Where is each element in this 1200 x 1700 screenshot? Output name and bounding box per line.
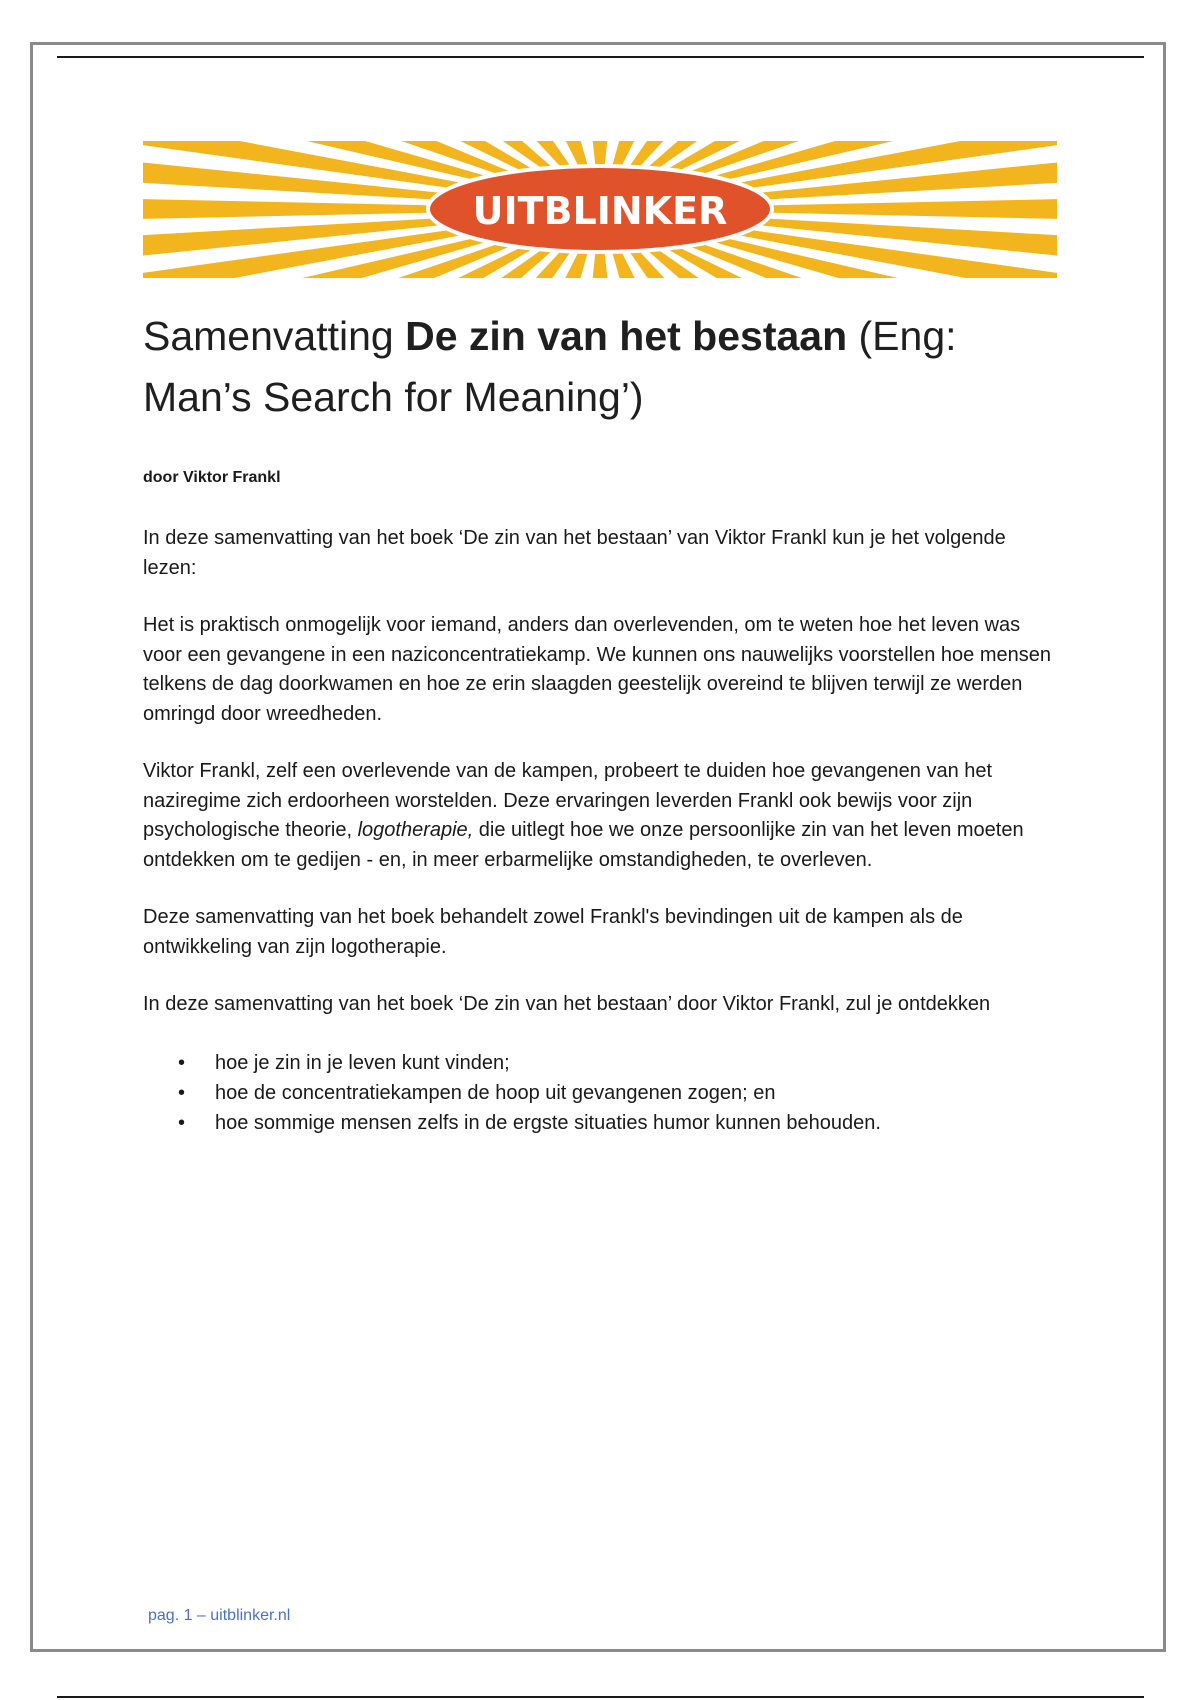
intro-paragraph: In deze samenvatting van het boek ‘De zin van het bestaan’ van Viktor Frankl kun je het volgende lezen: <box>143 527 1006 579</box>
paragraph-logotherapy-end: die uitlegt hoe we onze persoonlijke zin van het leven moeten ontdekken om te gedijen - en, in meer erbarmelijke omstandigheden, te overleven. <box>143 819 1024 871</box>
takeaways-list <box>143 1048 1063 1138</box>
list-item: • hoe je zin in je leven kunt vinden; <box>215 1048 1063 1078</box>
uitblinker-logo-banner <box>143 141 1057 278</box>
paragraph-scope: Deze samenvatting van het boek behandelt zowel Frankl's bevindingen uit de kampen als de ontwikkeling van zijn logotherapie. <box>143 906 963 958</box>
top-rule <box>57 56 1144 58</box>
list-item: • hoe de concentratiekampen de hoop uit gevangenen zogen; en <box>215 1078 1063 1108</box>
paragraph-discover: In deze samenvatting van het boek ‘De zin van het bestaan’ door Viktor Frankl, zul je ontdekken <box>143 993 991 1015</box>
title-book-name: De zin van het bestaan <box>405 313 848 359</box>
paragraph-logotherapy-start: Viktor Frankl, zelf een overlevende van de kampen, probeert te duiden hoe gevangenen van het naziregime zich erdoorheen worstelden. Deze ervaringen leverden Frankl ook bewijs voor zijn psychologische theorie, <box>143 760 993 841</box>
paragraph-logotherapy <box>143 757 1063 875</box>
document-title <box>143 306 1063 428</box>
list-item: • hoe sommige mensen zelfs in de ergste situaties humor kunnen behouden. <box>215 1108 1063 1138</box>
page-footer: pag. 1 – uitblinker.nl <box>148 1607 291 1624</box>
title-prefix: Samenvatting <box>143 313 406 359</box>
document-body <box>143 306 1063 1138</box>
sunburst-logo-graphic <box>143 141 1057 278</box>
logotherapie-term: logotherapie, <box>357 819 474 841</box>
author-line: door Viktor Frankl <box>143 469 281 486</box>
title-suffix: (Eng: Man’s Search for Meaning’) <box>143 313 957 420</box>
bottom-rule <box>57 1696 1144 1698</box>
logo-text: UITBLINKER <box>472 189 728 233</box>
paragraph-context: Het is praktisch onmogelijk voor iemand, anders dan overlevenden, om te weten hoe het leven was voor een gevangene in een naziconcentratiekamp. We kunnen ons nauwelijks voorstellen hoe mensen telkens de dag doorkwamen en hoe ze erin slaagden geestelijk overeind te blijven terwijl ze werden omringd door wreedheden. <box>143 614 1051 725</box>
